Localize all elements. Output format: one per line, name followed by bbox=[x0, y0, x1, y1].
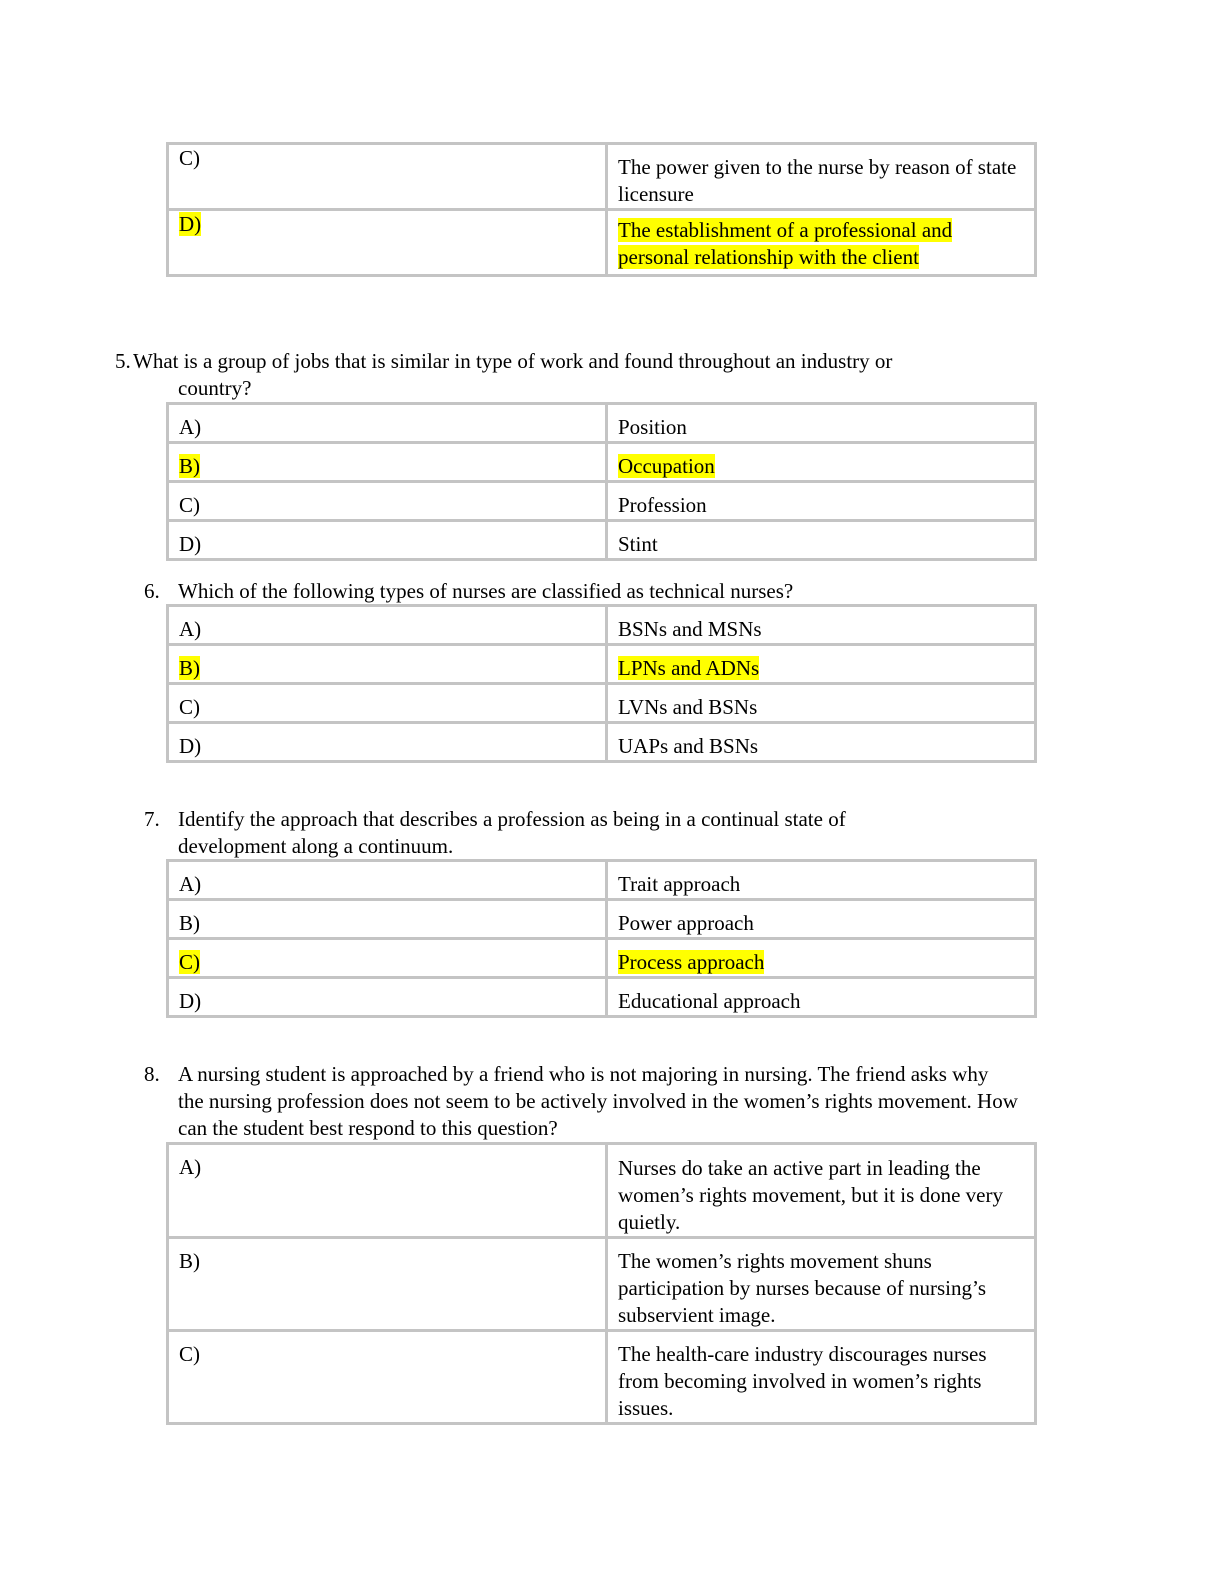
option-letter: D) bbox=[179, 734, 202, 758]
option-text: LVNs and BSNs bbox=[618, 695, 758, 719]
option-text: LPNs and ADNs bbox=[618, 656, 760, 680]
q5-options-table bbox=[166, 402, 1037, 561]
option-row bbox=[169, 522, 1037, 561]
question-text: Identify the approach that describes a profession as being in a continual state of development along a continuum. bbox=[178, 807, 846, 858]
option-letter: B) bbox=[179, 656, 200, 680]
question-number: 7. bbox=[144, 807, 160, 831]
option-row bbox=[169, 646, 1037, 685]
option-letter: B) bbox=[179, 1249, 200, 1273]
option-text: Stint bbox=[618, 532, 658, 556]
option-row bbox=[169, 483, 1037, 522]
option-letter: B) bbox=[179, 454, 200, 478]
option-text: The power given to the nurse by reason of state licensure bbox=[618, 155, 1017, 206]
q4-option-row bbox=[169, 211, 1037, 277]
question-text: A nursing student is approached by a friend who is not majoring in nursing. The friend asks why the nursing profession does not seem to be actively involved in the women’s rights movement. How can the student best respond to this question? bbox=[178, 1062, 1018, 1140]
option-text: Position bbox=[618, 415, 687, 439]
question-text-line1: What is a group of jobs that is similar in type of work and found throughout an industry or bbox=[133, 349, 893, 373]
option-text: Educational approach bbox=[618, 989, 801, 1013]
option-letter: C) bbox=[179, 950, 200, 974]
option-row bbox=[169, 1145, 1037, 1239]
option-row bbox=[169, 724, 1037, 763]
option-text: UAPs and BSNs bbox=[618, 734, 759, 758]
option-text: Profession bbox=[618, 493, 707, 517]
question-number: 5. bbox=[115, 349, 131, 373]
option-row bbox=[169, 444, 1037, 483]
option-row bbox=[169, 1332, 1037, 1425]
option-row bbox=[169, 1239, 1037, 1332]
option-text: Trait approach bbox=[618, 872, 741, 896]
q6-options-table bbox=[166, 604, 1037, 763]
q4-option-row bbox=[169, 145, 1037, 211]
option-letter: C) bbox=[179, 493, 200, 517]
option-letter: D) bbox=[179, 532, 202, 556]
option-letter: C) bbox=[179, 1342, 200, 1366]
question-text: Which of the following types of nurses are classified as technical nurses? bbox=[178, 579, 794, 603]
option-letter: A) bbox=[179, 872, 202, 896]
option-text: Process approach bbox=[618, 950, 765, 974]
option-text: Occupation bbox=[618, 454, 715, 478]
option-row bbox=[169, 685, 1037, 724]
option-text: Power approach bbox=[618, 911, 754, 935]
option-text: The women’s rights movement shuns participation by nurses because of nursing’s subservient image. bbox=[618, 1249, 986, 1327]
option-letter: A) bbox=[179, 617, 202, 641]
option-letter: B) bbox=[179, 911, 200, 935]
option-text: The health-care industry discourages nurses from becoming involved in women’s rights issues. bbox=[618, 1342, 987, 1420]
question-text-line2: country? bbox=[178, 376, 252, 400]
question-number: 6. bbox=[144, 579, 160, 603]
option-row bbox=[169, 862, 1037, 901]
option-letter: A) bbox=[179, 1155, 202, 1179]
option-text: Nurses do take an active part in leading the women’s rights movement, but it is done very quietly. bbox=[618, 1156, 1003, 1234]
option-row bbox=[169, 607, 1037, 646]
option-letter: A) bbox=[179, 415, 202, 439]
option-row bbox=[169, 940, 1037, 979]
option-letter: C) bbox=[179, 146, 200, 170]
option-text: BSNs and MSNs bbox=[618, 617, 762, 641]
q8-options-table bbox=[166, 1142, 1037, 1425]
highlight-span: The establishment of a professional and personal relationship with the client bbox=[618, 218, 953, 269]
option-row bbox=[169, 405, 1037, 444]
option-row bbox=[169, 979, 1037, 1018]
option-letter: C) bbox=[179, 695, 200, 719]
option-text-highlighted bbox=[618, 217, 1018, 271]
option-letter: D) bbox=[179, 989, 202, 1013]
option-row bbox=[169, 901, 1037, 940]
q7-options-table bbox=[166, 859, 1037, 1018]
option-letter: D) bbox=[179, 212, 202, 236]
question-number: 8. bbox=[144, 1062, 160, 1086]
q4-options-table bbox=[166, 142, 1037, 277]
